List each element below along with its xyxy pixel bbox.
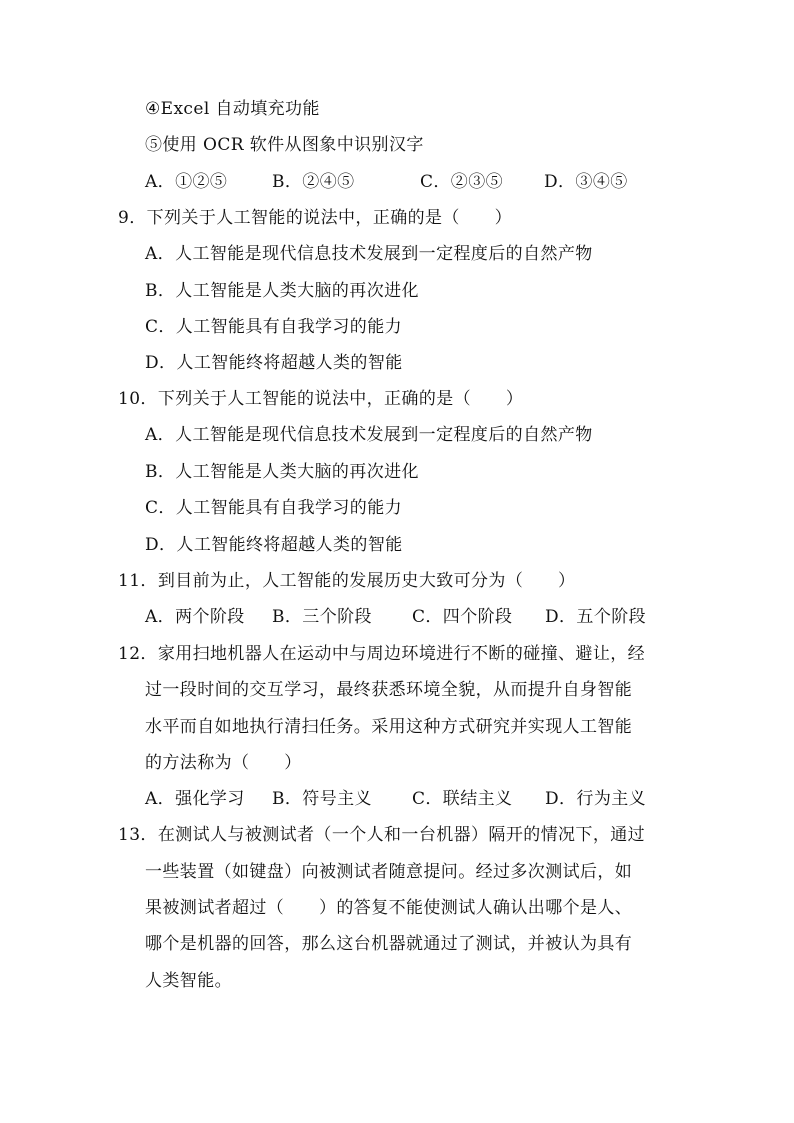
q13-stem-line-1: 13．在测试人与被测试者（一个人和一台机器）隔开的情况下，通过 bbox=[118, 825, 646, 845]
q12-option-b: B．符号主义 bbox=[272, 789, 372, 809]
q11-options bbox=[145, 606, 646, 628]
q12-stem-line-4: 的方法称为（ ） bbox=[145, 753, 302, 773]
q10-stem: 10．下列关于人工智能的说法中，正确的是（ ） bbox=[118, 389, 524, 409]
q12-stem-line-1: 12．家用扫地机器人在运动中与周边环境进行不断的碰撞、避让，经 bbox=[118, 644, 646, 664]
q9-option-d: D．人工智能终将超越人类的智能 bbox=[145, 353, 403, 373]
q13-stem-line-2: 一些装置（如键盘）向被测试者随意提问。经过多次测试后，如 bbox=[145, 862, 633, 882]
q8-option-c: C．②③⑤ bbox=[420, 172, 504, 192]
q12-option-d: D．行为主义 bbox=[545, 789, 647, 809]
q11-option-b: B．三个阶段 bbox=[272, 607, 372, 627]
q12-stem-line-3: 水平而自如地执行清扫任务。采用这种方式研究并实现人工智能 bbox=[145, 717, 633, 737]
q8-item-5: ⑤使用 OCR 软件从图象中识别汉字 bbox=[145, 135, 424, 155]
q9-option-b: B．人工智能是人类大脑的再次进化 bbox=[145, 281, 419, 301]
q10-option-a: A．人工智能是现代信息技术发展到一定程度后的自然产物 bbox=[145, 425, 593, 445]
q12-stem-line-2: 过一段时间的交互学习，最终获悉环境全貌，从而提升自身智能 bbox=[145, 680, 633, 700]
q9-option-c: C．人工智能具有自我学习的能力 bbox=[145, 317, 403, 337]
q8-option-d: D．③④⑤ bbox=[544, 172, 628, 192]
q12-option-a: A．强化学习 bbox=[145, 789, 245, 809]
q9-option-a: A．人工智能是现代信息技术发展到一定程度后的自然产物 bbox=[145, 244, 593, 264]
q13-stem-line-5: 人类智能。 bbox=[145, 971, 232, 991]
q10-option-c: C．人工智能具有自我学习的能力 bbox=[145, 498, 403, 518]
q12-options bbox=[145, 788, 646, 810]
q9-stem: 9．下列关于人工智能的说法中，正确的是（ ） bbox=[118, 208, 513, 228]
q11-option-d: D．五个阶段 bbox=[545, 607, 647, 627]
q8-item-4: ④Excel 自动填充功能 bbox=[145, 99, 320, 119]
q13-stem-line-4: 哪个是机器的回答，那么这台机器就通过了测试，并被认为具有 bbox=[145, 934, 633, 954]
q10-option-d: D．人工智能终将超越人类的智能 bbox=[145, 535, 403, 555]
q8-option-b: B．②④⑤ bbox=[272, 172, 355, 192]
q11-option-a: A．两个阶段 bbox=[145, 607, 245, 627]
q13-stem-line-3: 果被测试者超过（ ）的答复不能使测试人确认出哪个是人、 bbox=[145, 898, 633, 918]
q11-option-c: C．四个阶段 bbox=[412, 607, 513, 627]
q11-stem: 11．到目前为止，人工智能的发展历史大致可分为（ ） bbox=[118, 571, 576, 591]
q8-option-a: A．①②⑤ bbox=[145, 172, 228, 192]
q8-options bbox=[145, 171, 628, 193]
q10-option-b: B．人工智能是人类大脑的再次进化 bbox=[145, 462, 419, 482]
q12-option-c: C．联结主义 bbox=[412, 789, 513, 809]
